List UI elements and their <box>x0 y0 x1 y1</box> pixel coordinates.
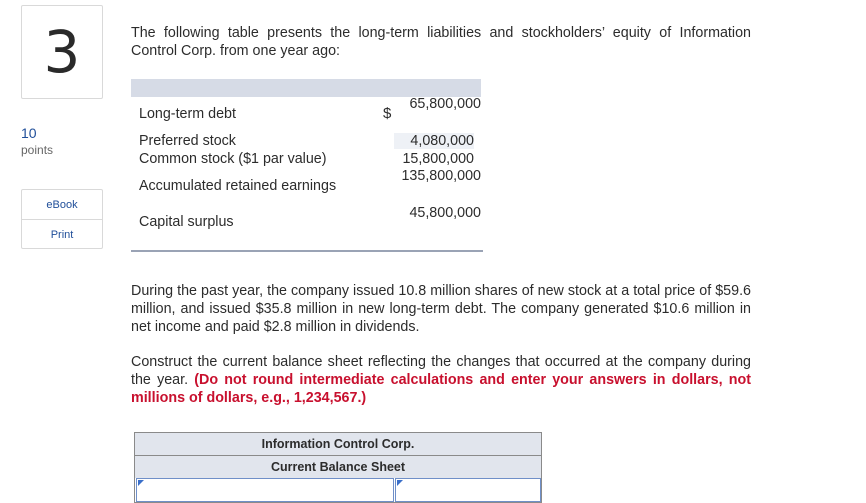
intro-paragraph: The following table presents the long-term liabilities and stockholders’ equity of Information Control Corp. from one year ago: <box>131 25 751 59</box>
row-label-preferred-stock: Preferred stock <box>139 133 236 149</box>
instruction-bold-note: (Do not round intermediate calculations and enter your answers in dollars, not millions of dollars, e.g., 1,234,567.) <box>131 372 751 406</box>
value-long-term-debt: 65,800,000 <box>409 96 481 112</box>
balance-sheet-label-input[interactable] <box>136 478 394 502</box>
value-common-stock: 15,800,000 <box>402 151 474 167</box>
table-header <box>131 79 481 97</box>
dropdown-marker-icon <box>397 480 403 486</box>
row-label-long-term-debt: Long-term debt <box>139 106 236 122</box>
balance-sheet-amount-input[interactable] <box>395 478 541 502</box>
row-label-common-stock: Common stock ($1 par value) <box>139 151 327 167</box>
balance-sheet-company: Information Control Corp. <box>261 437 415 451</box>
value-preferred-stock: 4,080,000 <box>394 133 474 149</box>
value-retained-earnings: 135,800,000 <box>401 168 481 184</box>
row-label-retained-earnings: Accumulated retained earnings <box>139 178 337 194</box>
points-value: 10 <box>21 125 37 141</box>
print-button[interactable]: Print <box>22 219 102 249</box>
dropdown-marker-icon <box>138 480 144 486</box>
currency-symbol: $ <box>383 105 392 122</box>
balance-sheet-title: Current Balance Sheet <box>135 455 541 478</box>
balance-sheet-header <box>134 432 542 479</box>
instruction-text: Construct the current balance sheet reflecting the changes that occurred at the company during the year. <box>131 354 751 388</box>
row-label-capital-surplus: Capital surplus <box>139 214 234 230</box>
balance-sheet-input-row <box>134 478 542 503</box>
question-number: 3 <box>21 5 103 99</box>
instruction-paragraph <box>131 353 751 407</box>
side-tools <box>21 189 103 249</box>
table-bottom-rule <box>131 250 483 256</box>
points-label: points <box>21 143 54 157</box>
value-capital-surplus: 45,800,000 <box>409 205 481 221</box>
ebook-button[interactable]: eBook <box>46 198 78 211</box>
scenario-paragraph: During the past year, the company issued 10.8 million shares of new stock at a total price of $59.6 million, and issued $35.8 million in new long-term debt. The company generated $10.6 million in net income and paid $2.8 million in dividends. <box>131 283 751 335</box>
